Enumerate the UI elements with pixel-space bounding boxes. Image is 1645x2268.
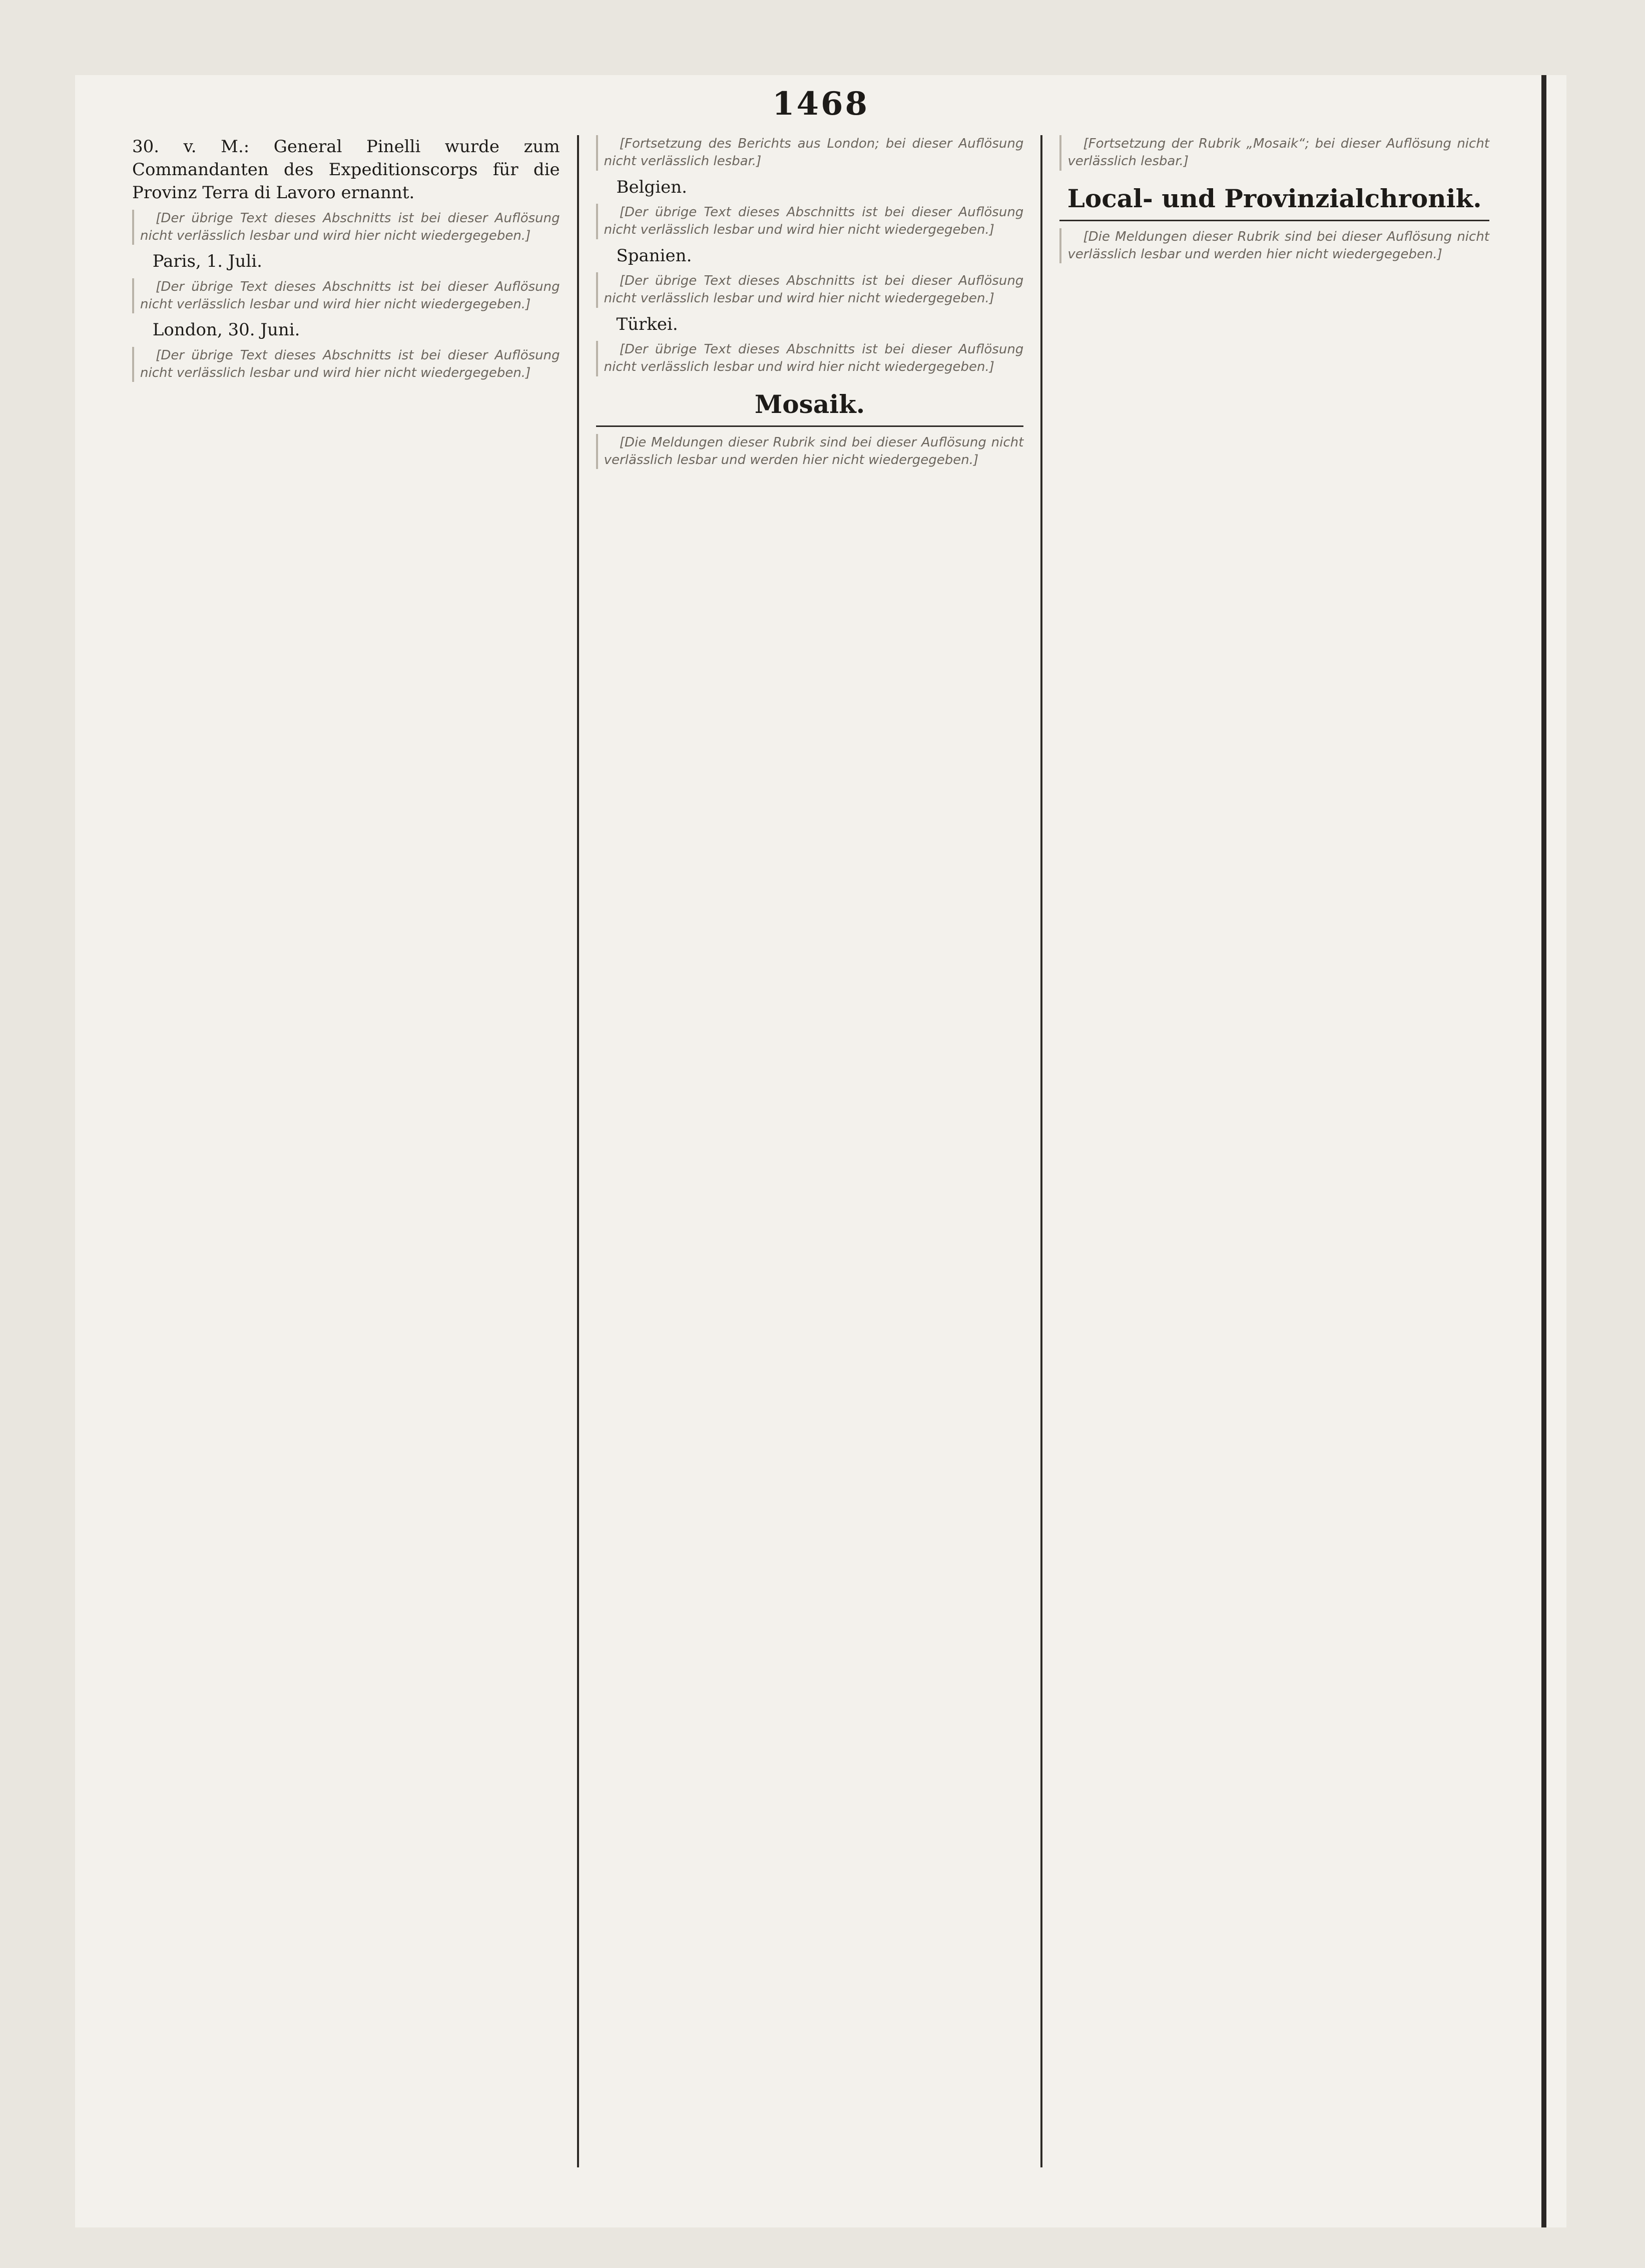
- column-right: [1042, 135, 1506, 2167]
- article-paragraph: Türkei.: [616, 314, 678, 334]
- text-columns: [115, 135, 1506, 2167]
- unreadable-text-note: [Fortsetzung des Berichts aus London; bei dieser Auflösung nicht verlässlich lesbar.]: [596, 135, 1024, 171]
- section-title: Local- und Provinzialchronik.: [1059, 182, 1489, 221]
- article-paragraph: Belgien.: [616, 177, 687, 197]
- unreadable-text-note: [Der übrige Text dieses Abschnitts ist bei dieser Auflösung nicht verlässlich lesbar und wird hier nicht wiedergegeben.]: [596, 341, 1024, 376]
- unreadable-text-note: [Die Meldungen dieser Rubrik sind bei dieser Auflösung nicht verlässlich lesbar und werden hier nicht wiedergegeben.]: [1059, 228, 1489, 264]
- newspaper-page: [75, 75, 1566, 2227]
- page-number: 1468: [772, 85, 870, 123]
- unreadable-text-note: [Der übrige Text dieses Abschnitts ist bei dieser Auflösung nicht verlässlich lesbar und wird hier nicht wiedergegeben.]: [132, 347, 560, 382]
- article-paragraph: London, 30. Juni.: [152, 320, 300, 340]
- unreadable-text-note: [Der übrige Text dieses Abschnitts ist bei dieser Auflösung nicht verlässlich lesbar und wird hier nicht wiedergegeben.]: [132, 210, 560, 245]
- unreadable-text-note: [Der übrige Text dieses Abschnitts ist bei dieser Auflösung nicht verlässlich lesbar und wird hier nicht wiedergegeben.]: [596, 204, 1024, 239]
- column-middle: [579, 135, 1043, 2167]
- column-left: [115, 135, 579, 2167]
- section-title: Mosaik.: [596, 387, 1024, 427]
- unreadable-text-note: [Die Meldungen dieser Rubrik sind bei dieser Auflösung nicht verlässlich lesbar und werden hier nicht wiedergegeben.]: [596, 434, 1024, 470]
- unreadable-text-note: [Der übrige Text dieses Abschnitts ist bei dieser Auflösung nicht verlässlich lesbar und wird hier nicht wiedergegeben.]: [596, 272, 1024, 308]
- article-paragraph: Spanien.: [616, 245, 692, 266]
- article-paragraph: Paris, 1. Juli.: [152, 251, 262, 272]
- unreadable-text-note: [Der übrige Text dieses Abschnitts ist bei dieser Auflösung nicht verlässlich lesbar und wird hier nicht wiedergegeben.]: [132, 278, 560, 314]
- article-paragraph: 30. v. M.: General Pinelli wurde zum Commandanten des Expeditionscorps für die Provinz Terra di Lavoro ernannt.: [132, 137, 560, 203]
- page-edge-rule: [1541, 75, 1546, 2227]
- unreadable-text-note: [Fortsetzung der Rubrik „Mosaik“; bei dieser Auflösung nicht verlässlich lesbar.]: [1059, 135, 1489, 171]
